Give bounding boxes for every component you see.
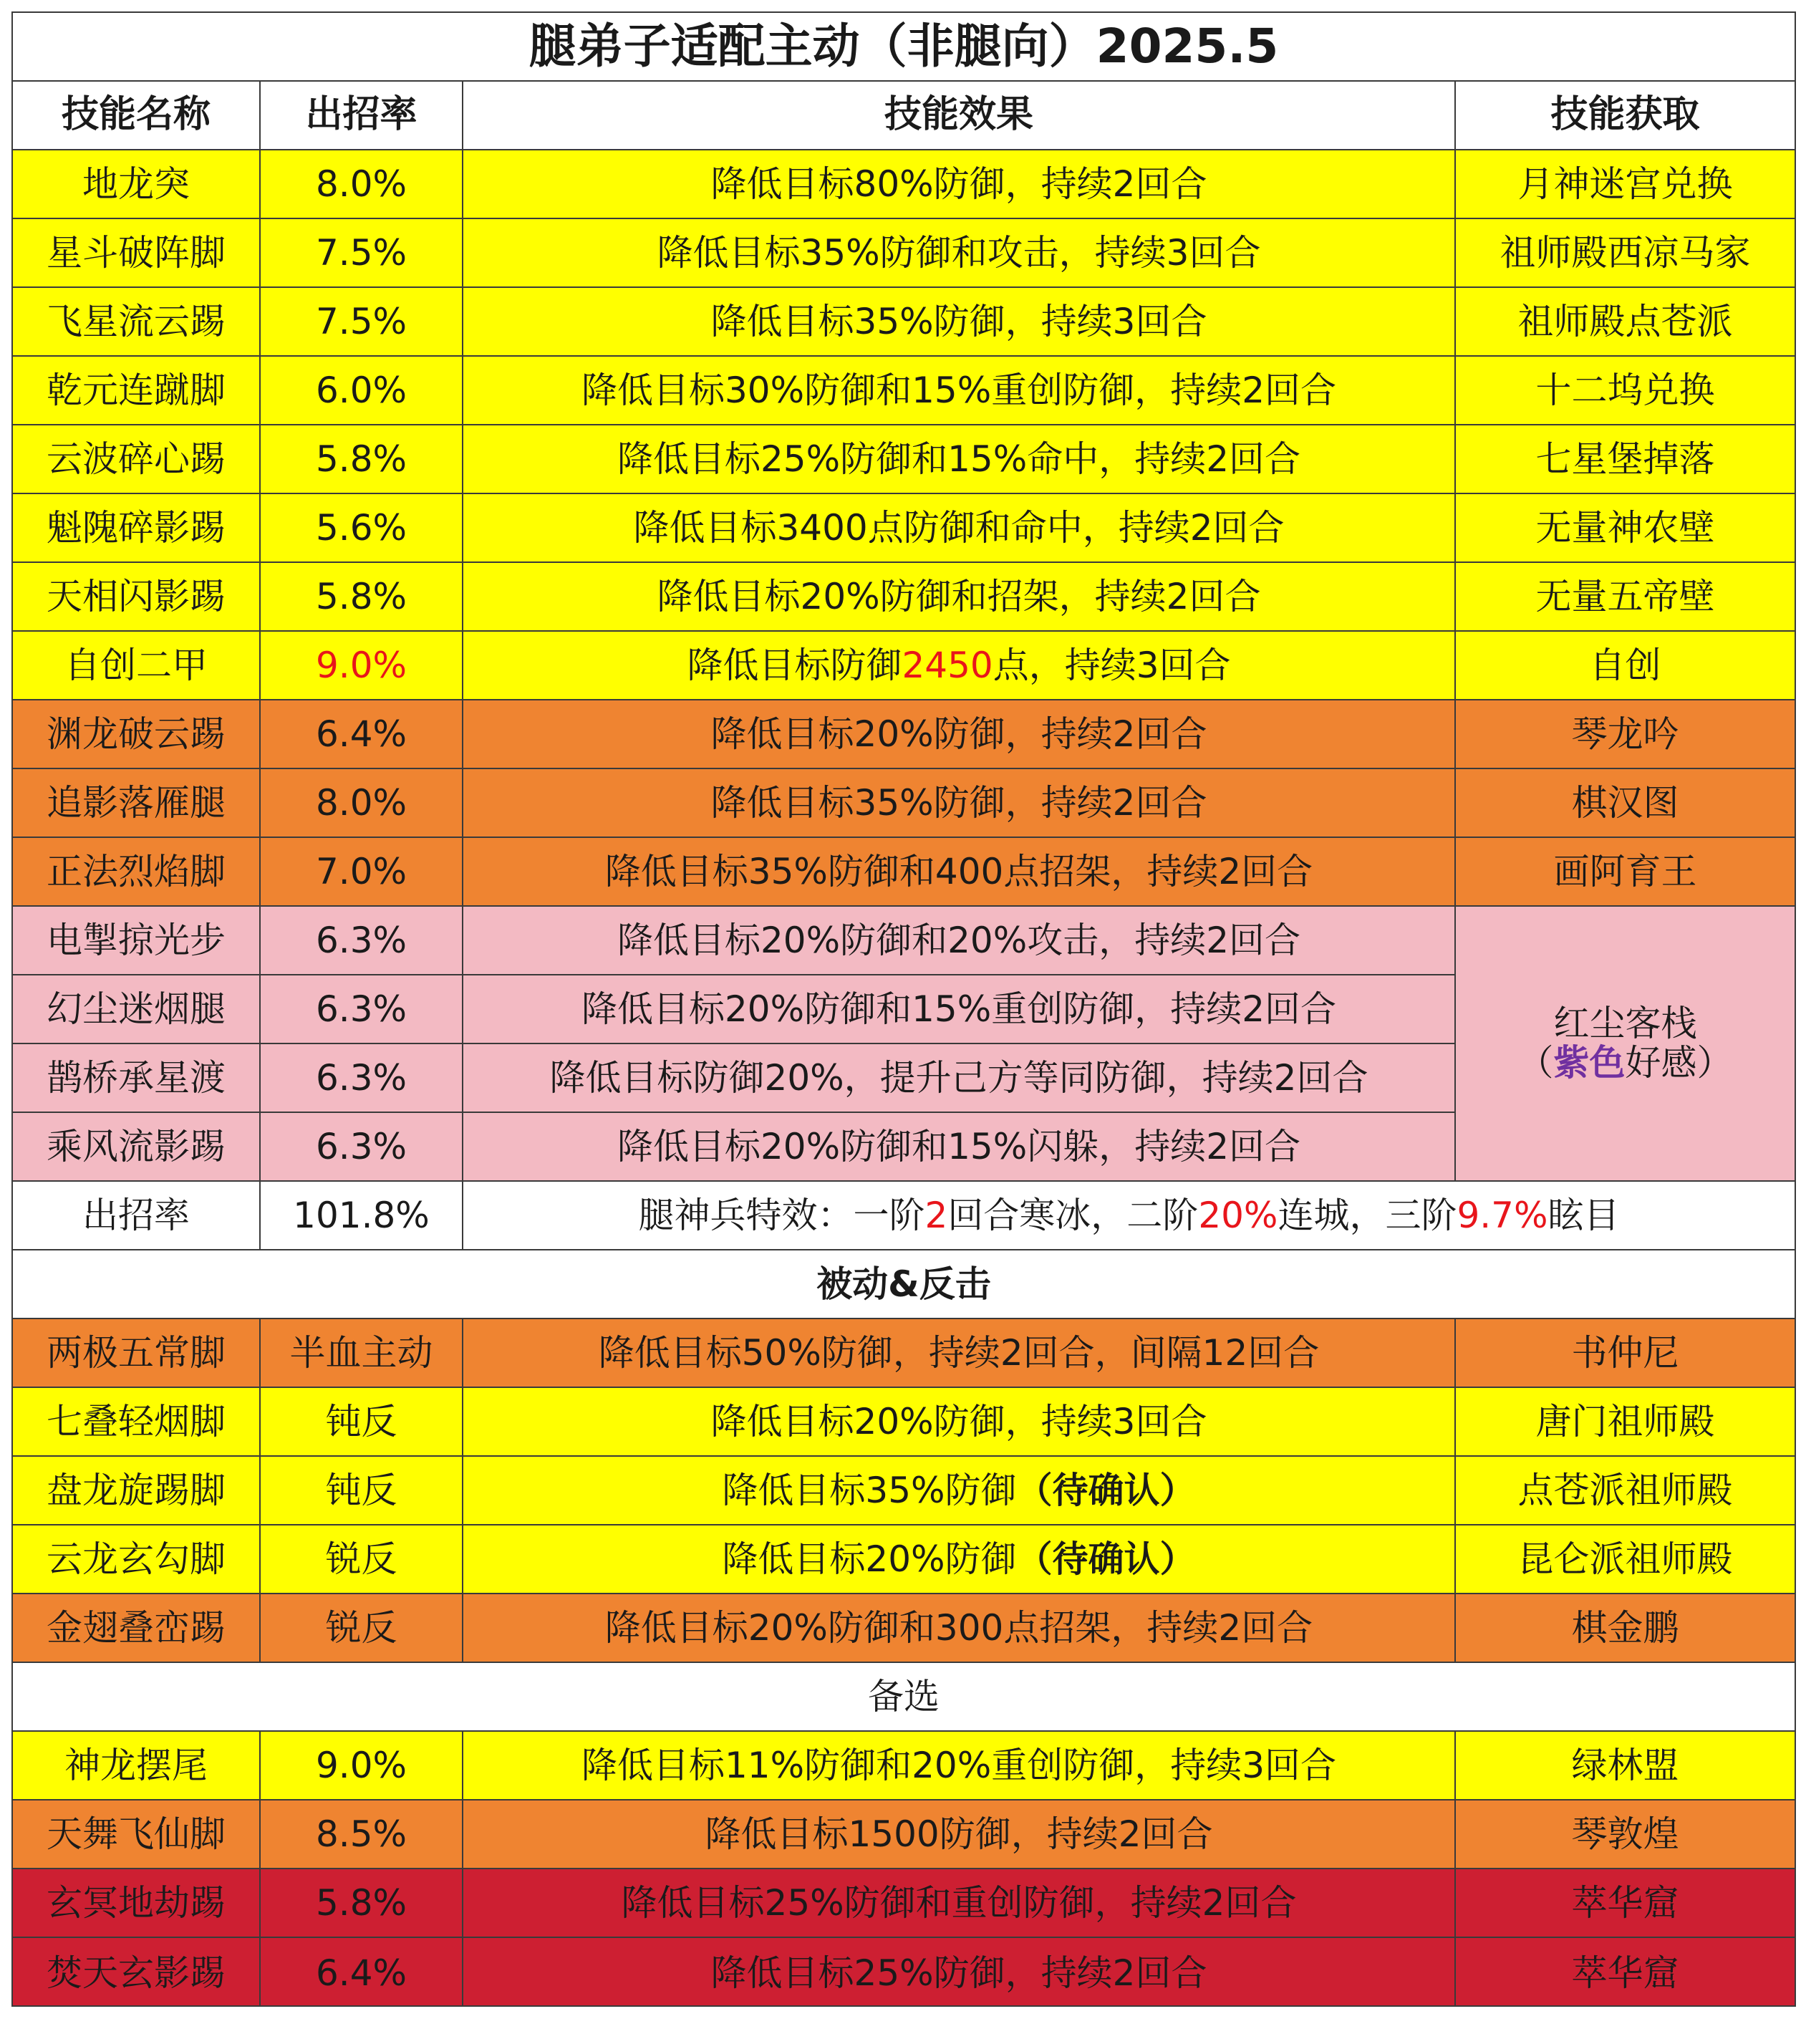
skill-source: 萃华窟 bbox=[1455, 1869, 1795, 1937]
table-row bbox=[12, 837, 1795, 906]
skill-rate: 6.0% bbox=[260, 356, 463, 425]
note-text: 连城，三阶 bbox=[1278, 1194, 1457, 1236]
skill-name: 渊龙破云踢 bbox=[12, 700, 260, 768]
skill-name: 魁隗碎影踢 bbox=[12, 493, 260, 562]
effect-pending-note: （待确认） bbox=[1016, 1469, 1196, 1511]
skill-name: 玄冥地劫踢 bbox=[12, 1869, 260, 1937]
header-effect: 技能效果 bbox=[463, 81, 1455, 150]
skill-name: 自创二甲 bbox=[12, 631, 260, 700]
skill-effect: 降低目标1500防御，持续2回合 bbox=[463, 1800, 1455, 1869]
skill-rate: 9.0% bbox=[260, 1731, 463, 1800]
skill-source: 琴敦煌 bbox=[1455, 1800, 1795, 1869]
skill-rate: 6.4% bbox=[260, 700, 463, 768]
section-row bbox=[12, 1662, 1795, 1731]
skill-rate: 6.3% bbox=[260, 906, 463, 975]
table-row bbox=[12, 218, 1795, 287]
note-text: 腿神兵特效：一阶 bbox=[638, 1194, 925, 1236]
skill-rate: 9.0% bbox=[260, 631, 463, 700]
skill-rate: 8.0% bbox=[260, 150, 463, 218]
effect-pending-note: （待确认） bbox=[1016, 1538, 1196, 1580]
skill-name: 正法烈焰脚 bbox=[12, 837, 260, 906]
total-row bbox=[12, 1181, 1795, 1250]
skill-rate: 5.6% bbox=[260, 493, 463, 562]
skill-name: 七叠轻烟脚 bbox=[12, 1387, 260, 1456]
skill-name: 星斗破阵脚 bbox=[12, 218, 260, 287]
skill-name: 金翅叠峦踢 bbox=[12, 1594, 260, 1662]
header-skill-name: 技能名称 bbox=[12, 81, 260, 150]
skill-name: 盘龙旋踢脚 bbox=[12, 1456, 260, 1525]
skill-rate: 6.3% bbox=[260, 1112, 463, 1181]
skill-name: 云龙玄勾脚 bbox=[12, 1525, 260, 1594]
source-paren-close: 好感） bbox=[1625, 1042, 1733, 1084]
table-row bbox=[12, 287, 1795, 356]
skill-source: 棋汉图 bbox=[1455, 768, 1795, 837]
effect-text: 点，持续3回合 bbox=[993, 644, 1231, 686]
skill-name: 飞星流云踢 bbox=[12, 287, 260, 356]
skill-name: 云波碎心踢 bbox=[12, 425, 260, 493]
custom-skill-row bbox=[12, 631, 1795, 700]
effect-text: 降低目标20%防御 bbox=[722, 1538, 1017, 1580]
skill-effect: 降低目标25%防御和15%命中，持续2回合 bbox=[463, 425, 1455, 493]
table-row bbox=[12, 1594, 1795, 1662]
skill-effect: 降低目标20%防御，持续2回合 bbox=[463, 700, 1455, 768]
skill-source-merged bbox=[1455, 906, 1795, 1181]
skill-effect: 降低目标35%防御和攻击，持续3回合 bbox=[463, 218, 1455, 287]
skill-effect: 降低目标50%防御，持续2回合，间隔12回合 bbox=[463, 1319, 1455, 1387]
skill-name: 焚天玄影踢 bbox=[12, 1937, 260, 2006]
skill-source: 无量五帝壁 bbox=[1455, 562, 1795, 631]
skill-effect bbox=[463, 1456, 1455, 1525]
note-text: 眩目 bbox=[1547, 1194, 1620, 1236]
table-row bbox=[12, 1800, 1795, 1869]
skill-effect: 降低目标80%防御，持续2回合 bbox=[463, 150, 1455, 218]
table-row bbox=[12, 1387, 1795, 1456]
table-row bbox=[12, 150, 1795, 218]
table-row bbox=[12, 1456, 1795, 1525]
skill-source: 萃华窟 bbox=[1455, 1937, 1795, 2006]
skill-effect: 降低目标20%防御和300点招架，持续2回合 bbox=[463, 1594, 1455, 1662]
skill-rate: 5.8% bbox=[260, 425, 463, 493]
skill-rate: 8.0% bbox=[260, 768, 463, 837]
skill-source: 七星堡掉落 bbox=[1455, 425, 1795, 493]
skill-name: 天相闪影踢 bbox=[12, 562, 260, 631]
skill-rate: 6.4% bbox=[260, 1937, 463, 2006]
sheet-title: 腿弟子适配主动（非腿向）2025.5 bbox=[12, 12, 1795, 81]
skill-rate: 7.5% bbox=[260, 218, 463, 287]
table-row bbox=[12, 562, 1795, 631]
skill-rate: 6.3% bbox=[260, 1043, 463, 1112]
skill-effect: 降低目标3400点防御和命中，持续2回合 bbox=[463, 493, 1455, 562]
header-rate: 出招率 bbox=[260, 81, 463, 150]
effect-text: 降低目标防御 bbox=[687, 644, 902, 686]
skill-table bbox=[11, 11, 1796, 2007]
skill-effect: 降低目标20%防御和15%重创防御，持续2回合 bbox=[463, 975, 1455, 1043]
table-row bbox=[12, 700, 1795, 768]
skill-source: 无量神农壁 bbox=[1455, 493, 1795, 562]
header-source: 技能获取 bbox=[1455, 81, 1795, 150]
skill-source: 书仲尼 bbox=[1455, 1319, 1795, 1387]
note-value: 9.7% bbox=[1457, 1194, 1548, 1236]
skill-name: 追影落雁腿 bbox=[12, 768, 260, 837]
skill-name: 电掣掠光步 bbox=[12, 906, 260, 975]
skill-rate: 7.5% bbox=[260, 287, 463, 356]
header-row bbox=[12, 81, 1795, 150]
skill-name: 两极五常脚 bbox=[12, 1319, 260, 1387]
skill-source: 十二坞兑换 bbox=[1455, 356, 1795, 425]
table-row bbox=[12, 1731, 1795, 1800]
skill-rate: 钝反 bbox=[260, 1387, 463, 1456]
table-row bbox=[12, 1319, 1795, 1387]
effect-highlight-value: 2450 bbox=[902, 644, 993, 686]
skill-effect bbox=[463, 1525, 1455, 1594]
skill-name: 天舞飞仙脚 bbox=[12, 1800, 260, 1869]
skill-effect: 降低目标35%防御，持续2回合 bbox=[463, 768, 1455, 837]
skill-effect: 降低目标20%防御和20%攻击，持续2回合 bbox=[463, 906, 1455, 975]
total-label: 出招率 bbox=[12, 1181, 260, 1250]
skill-source: 祖师殿西凉马家 bbox=[1455, 218, 1795, 287]
total-value: 101.8% bbox=[260, 1181, 463, 1250]
skill-source: 祖师殿点苍派 bbox=[1455, 287, 1795, 356]
skill-source: 棋金鹏 bbox=[1455, 1594, 1795, 1662]
skill-effect bbox=[463, 631, 1455, 700]
weapon-effect-note bbox=[463, 1181, 1795, 1250]
skill-rate: 锐反 bbox=[260, 1594, 463, 1662]
skill-effect: 降低目标30%防御和15%重创防御，持续2回合 bbox=[463, 356, 1455, 425]
section-row bbox=[12, 1250, 1795, 1319]
skill-effect: 降低目标25%防御，持续2回合 bbox=[463, 1937, 1455, 2006]
table-row bbox=[12, 906, 1795, 975]
skill-rate: 锐反 bbox=[260, 1525, 463, 1594]
skill-effect: 降低目标35%防御，持续3回合 bbox=[463, 287, 1455, 356]
title-row bbox=[12, 12, 1795, 81]
skill-source: 琴龙吟 bbox=[1455, 700, 1795, 768]
table-row bbox=[12, 1525, 1795, 1594]
source-purple-text: 紫色 bbox=[1553, 1042, 1626, 1084]
skill-rate: 半血主动 bbox=[260, 1319, 463, 1387]
skill-effect: 降低目标25%防御和重创防御，持续2回合 bbox=[463, 1869, 1455, 1937]
skill-source: 唐门祖师殿 bbox=[1455, 1387, 1795, 1456]
skill-rate: 8.5% bbox=[260, 1800, 463, 1869]
source-line: 红尘客栈 bbox=[1553, 1003, 1697, 1044]
skill-effect: 降低目标35%防御和400点招架，持续2回合 bbox=[463, 837, 1455, 906]
table-row bbox=[12, 768, 1795, 837]
note-text: 回合寒冰，二阶 bbox=[947, 1194, 1199, 1236]
skill-source: 点苍派祖师殿 bbox=[1455, 1456, 1795, 1525]
table-row bbox=[12, 425, 1795, 493]
skill-name: 乘风流影踢 bbox=[12, 1112, 260, 1181]
skill-name: 神龙摆尾 bbox=[12, 1731, 260, 1800]
skill-name: 地龙突 bbox=[12, 150, 260, 218]
skill-name: 乾元连蹴脚 bbox=[12, 356, 260, 425]
note-value: 2 bbox=[924, 1194, 948, 1236]
skill-rate: 5.8% bbox=[260, 562, 463, 631]
skill-effect: 降低目标20%防御和招架，持续2回合 bbox=[463, 562, 1455, 631]
skill-name: 幻尘迷烟腿 bbox=[12, 975, 260, 1043]
skill-source: 绿林盟 bbox=[1455, 1731, 1795, 1800]
skill-source: 昆仑派祖师殿 bbox=[1455, 1525, 1795, 1594]
skill-source: 画阿育王 bbox=[1455, 837, 1795, 906]
table-row bbox=[12, 493, 1795, 562]
section-title-passive: 被动&反击 bbox=[12, 1250, 1795, 1319]
skill-rate: 5.8% bbox=[260, 1869, 463, 1937]
skill-effect: 降低目标20%防御，持续3回合 bbox=[463, 1387, 1455, 1456]
skill-source: 月神迷宫兑换 bbox=[1455, 150, 1795, 218]
skill-rate: 7.0% bbox=[260, 837, 463, 906]
skill-rate: 6.3% bbox=[260, 975, 463, 1043]
effect-text: 降低目标35%防御 bbox=[722, 1469, 1017, 1511]
skill-effect: 降低目标20%防御和15%闪躲，持续2回合 bbox=[463, 1112, 1455, 1181]
table-row bbox=[12, 356, 1795, 425]
skill-effect: 降低目标11%防御和20%重创防御，持续3回合 bbox=[463, 1731, 1455, 1800]
skill-source: 自创 bbox=[1455, 631, 1795, 700]
source-paren-open: （ bbox=[1517, 1042, 1554, 1084]
section-title-backup: 备选 bbox=[12, 1662, 1795, 1731]
skill-rate: 钝反 bbox=[260, 1456, 463, 1525]
table-row bbox=[12, 1937, 1795, 2006]
note-value: 20% bbox=[1198, 1194, 1278, 1236]
skill-name: 鹊桥承星渡 bbox=[12, 1043, 260, 1112]
table-row bbox=[12, 1869, 1795, 1937]
skill-effect: 降低目标防御20%，提升己方等同防御，持续2回合 bbox=[463, 1043, 1455, 1112]
